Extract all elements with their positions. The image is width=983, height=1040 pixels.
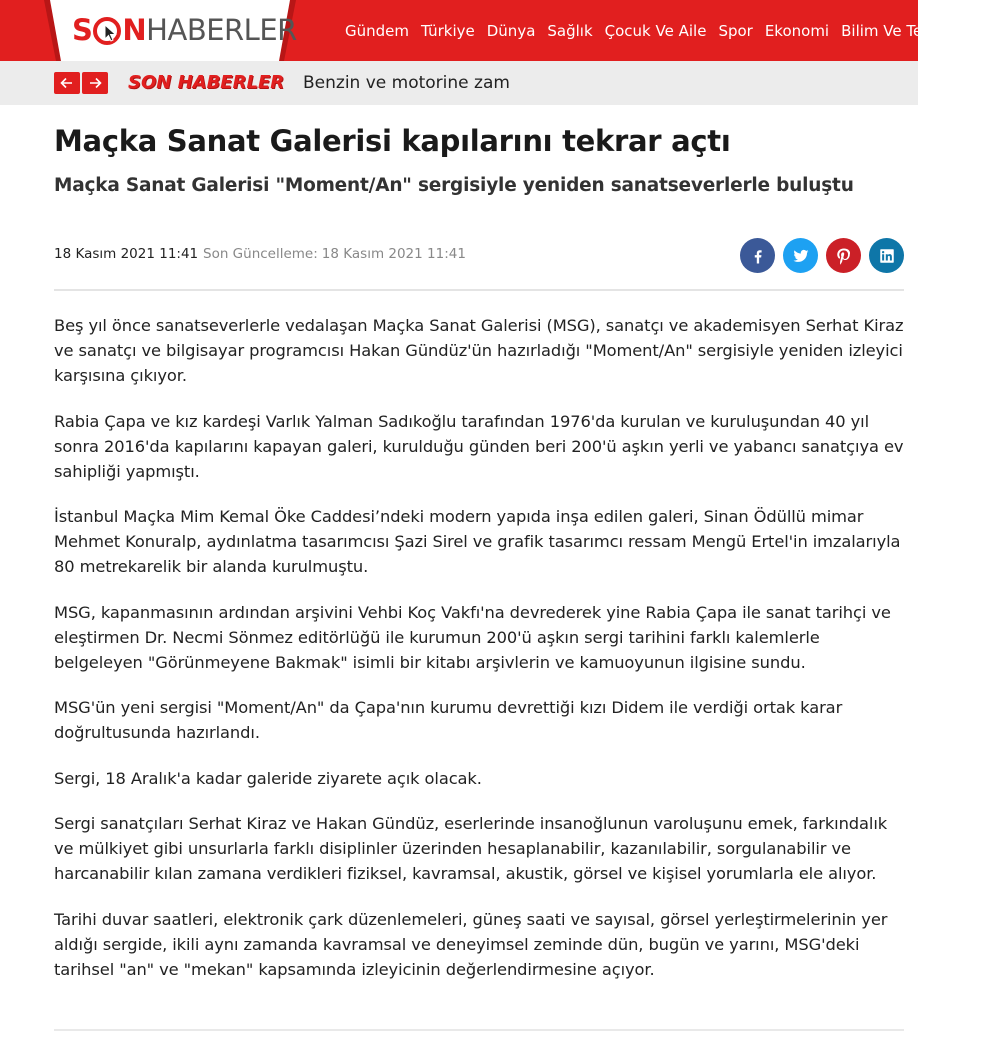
nav-item-dunya[interactable]: Dünya <box>486 21 536 40</box>
nav-item-turkiye[interactable]: Türkiye <box>421 21 475 40</box>
share-linkedin-button[interactable] <box>869 238 904 273</box>
logo-haber-part: HABERLER <box>146 13 297 47</box>
article-title: Maçka Sanat Galerisi kapılarını tekrar açtı <box>54 124 731 158</box>
nav-item-saglik[interactable]: Sağlık <box>547 21 593 40</box>
article-paragraph: Sergi, 18 Aralık'a kadar galeride ziyarete açık olacak. <box>54 768 482 788</box>
facebook-icon <box>749 247 767 265</box>
top-header-bar <box>0 0 972 61</box>
article-paragraph: Rabia Çapa ve kız kardeşi Varlık Yalman Sadıkoğlu tarafından 1976'da kurulan ve kuruluşundan 40 yıl sonra 2016'da kapılarını kapayan galeri, kurulduğu günden beri 200'ü aşkın yerli ve yabancı sanatçıya ev sahipliği yapmıştı. <box>54 411 904 481</box>
share-twitter-button[interactable] <box>783 238 818 273</box>
ticker-headline[interactable]: Benzin ve motorine zam <box>303 73 510 93</box>
updated-label: Son Güncelleme: <box>203 246 318 262</box>
nav-item-spor[interactable]: Spor <box>718 21 753 40</box>
nav-item-ekonomi[interactable]: Ekonomi <box>764 21 830 40</box>
article-paragraph: Tarihi duvar saatleri, elektronik çark düzenlemeleri, güneş saati ve sayısal, görsel yerleştirmelerinin yer aldığı sergide, ikili aynı zamanda kavramsal ve deneyimsel zeminde dün, bugün ve yarını, MSG'deki tarihsel "an" ve "mekan" kapsamında izleyicinin değerlendirmesine açıyor. <box>54 909 888 979</box>
linkedin-icon <box>878 247 896 265</box>
share-pinterest-button[interactable] <box>826 238 861 273</box>
footer-divider <box>54 1029 904 1031</box>
ticker-prev-button[interactable] <box>54 72 80 94</box>
pinterest-icon <box>835 247 853 265</box>
article-paragraph: MSG'ün yeni sergisi "Moment/An" da Çapa'nın kurumu devrettiği kızı Didem ile verdiği ortak karar doğrultusunda hazırlandı. <box>54 698 843 742</box>
logo-son-part: S <box>72 13 93 47</box>
main-nav <box>345 0 983 61</box>
breaking-news-ticker <box>0 61 918 105</box>
article-paragraph: Sergi sanatçıları Serhat Kiraz ve Hakan Gündüz, eserlerinde insanoğlunun varoluşunu emek, farkındalık ve mülkiyet gibi unsurlarla farklı disiplinler üzerinden hesaplanabilir, kazanılabilir, sorgulanabilir ve harcanabilir kılan zamana verdikleri fiziksel, kavramsal, akustik, görsel ve kişisel yorumlarla ele alıyor. <box>54 814 888 883</box>
publish-date: 18 Kasım 2021 11:41 <box>54 246 199 262</box>
updated-date <box>203 246 466 262</box>
site-logo[interactable] <box>44 0 296 61</box>
arrow-right-icon <box>88 72 102 94</box>
share-buttons <box>740 238 904 273</box>
ticker-next-button[interactable] <box>82 72 108 94</box>
twitter-icon <box>792 247 810 265</box>
ticker-label: SON HABERLER <box>128 72 285 93</box>
nav-item-bilim-ve-teknoloji[interactable]: Bilim Ve Teknoloji <box>841 21 972 40</box>
article-body <box>54 313 904 1002</box>
logo-cursor-icon <box>93 17 121 45</box>
arrow-left-icon <box>60 72 74 94</box>
nav-item-gundem[interactable]: Gündem <box>345 21 409 40</box>
article-subtitle: Maçka Sanat Galerisi "Moment/An" sergisiyle yeniden sanatseverlerle buluştu <box>54 175 854 196</box>
share-facebook-button[interactable] <box>740 238 775 273</box>
article-paragraph: Beş yıl önce sanatseverlerle vedalaşan Maçka Sanat Galerisi (MSG), sanatçı ve akademisyen Serhat Kiraz ve sanatçı ve bilgisayar programcısı Hakan Gündüz'ün hazırladığı "Moment/An" sergisiyle yeniden izleyici karşısına çıkıyor. <box>54 316 904 385</box>
header-divider <box>54 289 904 291</box>
updated-value: 18 Kasım 2021 11:41 <box>321 246 466 262</box>
article-paragraph: İstanbul Maçka Mim Kemal Öke Caddesi’ndeki modern yapıda inşa edilen galeri, Sinan Ödüllü mimar Mehmet Konuralp, aydınlatma tasarımcısı Şazi Sirel ve grafik tasarımcı ressam Mengü Ertel'in imzalarıyla 80 metrekarelik bir alanda kurulmuştu. <box>54 507 901 576</box>
article-paragraph: MSG, kapanmasının ardından arşivini Vehbi Koç Vakfı'na devrederek yine Rabia Çapa ile sanat tarihçi ve eleştirmen Dr. Necmi Sönmez editörlüğü ile kurumun 200'ü aşkın sergi tarihini farklı kalemlerle belgeleyen "Görünmeyene Bakmak" isimli bir kitabı arşivlerin ve kamuoyunun ilgisine sundu. <box>54 602 891 672</box>
nav-item-cocuk-ve-aile[interactable]: Çocuk Ve Aile <box>604 21 707 40</box>
logo-wordmark: S N HABERLER <box>72 13 297 47</box>
